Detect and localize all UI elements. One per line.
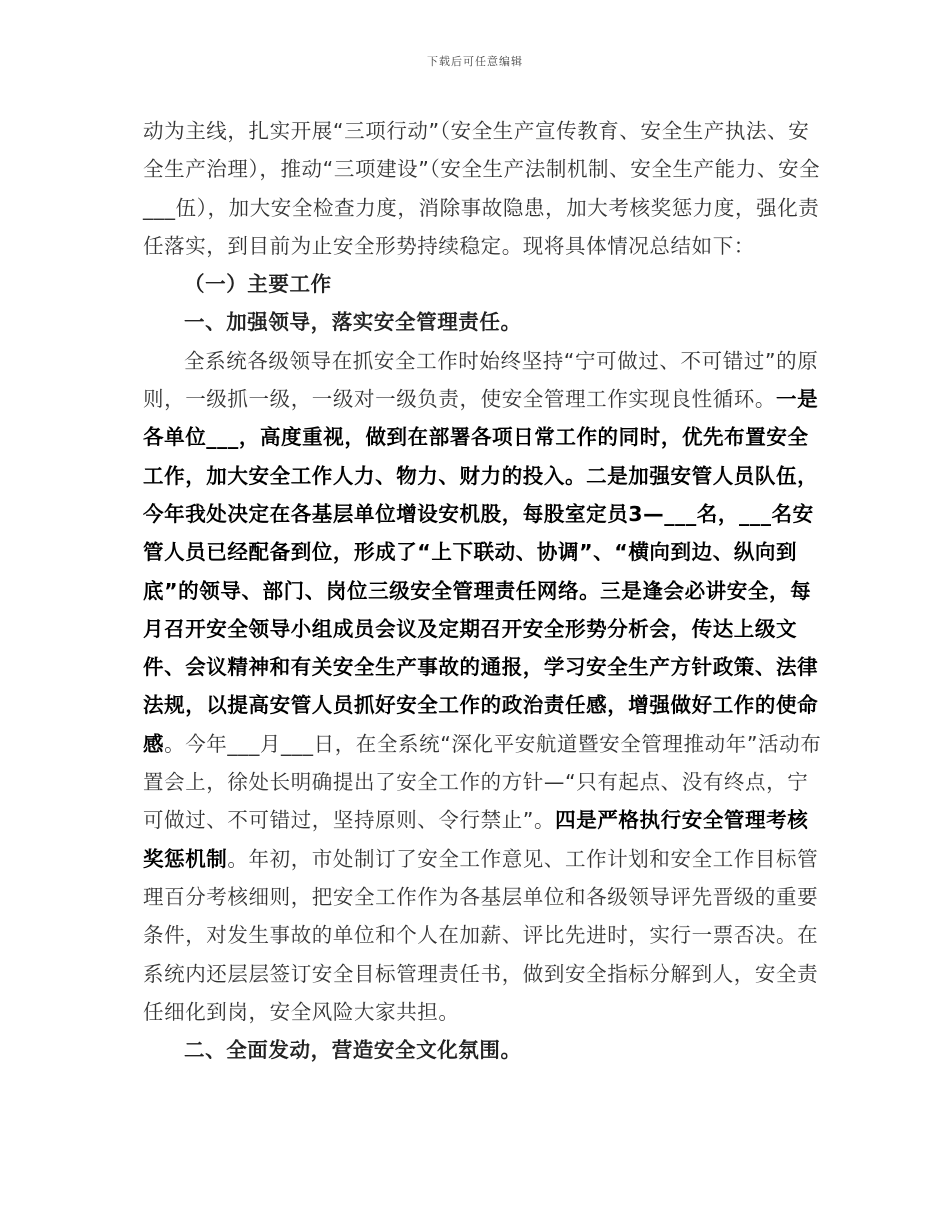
section-heading-main-work: （一）主要工作 <box>184 272 332 297</box>
section-heading-2: 二、全面发动，营造安全文化氛围。 <box>184 1038 522 1063</box>
document-body <box>143 112 823 1069</box>
text-run-bold-2: 四是严格执行安全管理考核奖惩机制 <box>143 808 809 871</box>
text-run-normal-3: 。年初，市处制订了安全工作意见、工作计划和安全工作目标管理百分考核细则，把安全工作作为各基层单位和各级领导评先晋级的重要条件，对发生事故的单位和个人在加薪、评比先进时，实行一票否决。在系统内还层层签订安全目标管理责任书，做到安全指标分解到人，安全责任细化到岗，安全风险大家共担。 <box>143 846 819 1024</box>
paragraph-intro: 动为主线，扎实开展“三项行动”（安全生产宣传教育、安全生产执法、安全生产治理），推动“三项建设”（安全生产法制机制、安全生产能力、安全___伍），加大安全检查力度，消除事故隐患，加大考核奖惩力度，强化责任落实，到目前为止安全形势持续稳定。现将具体情况总结如下： <box>143 119 821 258</box>
page-header: 下载后可任意编辑 <box>427 55 523 68</box>
section-heading-1: 一、加强领导，落实安全管理责任。 <box>184 310 522 335</box>
paragraph-leadership <box>143 342 823 1031</box>
text-run-normal-2: 。今年___月___日，在全系统“深化平安航道暨安全管理推动年”活动布置会上，徐处长明确提出了安全工作的方针—“只有起点、没有终点，宁可做过、不可错过，坚持原则、令行禁止”。 <box>143 731 822 833</box>
text-run-normal-1: 全系统各级领导在抓安全工作时始终坚持“宁可做过、不可错过”的原则，一级抓一级，一级对一级负责，使安全管理工作实现良性循环。 <box>143 348 819 412</box>
text-run-bold-1: 一是各单位___，高度重视，做到在部署各项日常工作的同时，优先布置安全工作，加大安全工作人力、物力、财力的投入。二是加强安管人员队伍，今年我处决定在各基层单位增设安机股，每股室定员3—___名，___名安管人员已经配备到位，形成了“上下联动、协调”、“横向到边、纵向到底”的领导、部门、岗位三级安全管理责任网络。三是逢会必讲安全，每月召开安全领导小组成员会议及定期召开安全形势分析会，传达上级文件、会议精神和有关安全生产事故的通报，学习安全生产方针政策、法律法规，以提高安管人员抓好安全工作的政治责任感，增强做好工作的使命感 <box>143 387 819 756</box>
